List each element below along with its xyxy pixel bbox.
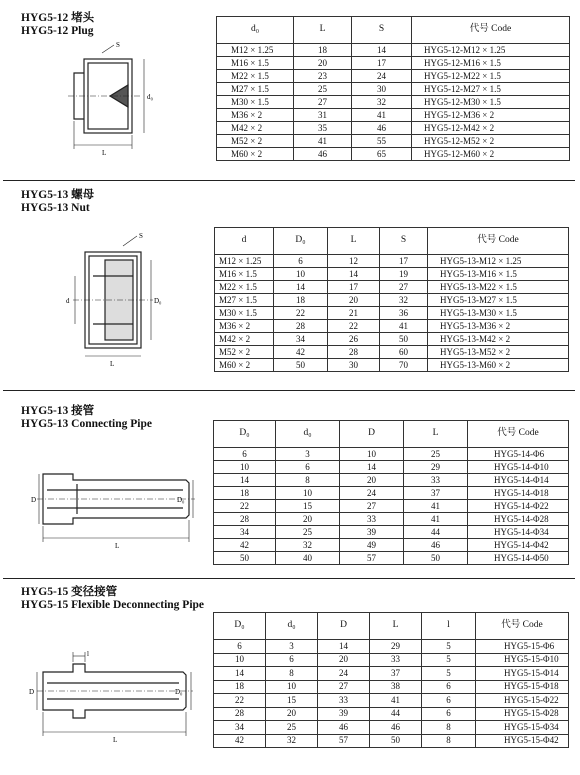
dim-label-d: d [66,297,70,305]
table-cell: 8 [422,734,476,748]
table-cell: 6 [214,448,276,461]
table-cell: HYG5-12-M12 × 1.25 [412,44,570,57]
plug-diagram [58,41,168,166]
table-cell: HYG5-12-M22 × 1.5 [412,70,570,83]
table-row [214,694,569,708]
table-cell: 10 [214,461,276,474]
table-cell: 18 [214,680,266,694]
table-row [214,721,569,735]
table-cell: 32 [352,96,412,109]
table-row [217,57,570,70]
table-cell: HYG5-12-M16 × 1.5 [412,57,570,70]
section-connecting-pipe [3,390,575,576]
table-row [215,320,569,333]
table-cell: 41 [352,109,412,122]
table-cell: 36 [380,307,428,320]
table-row [214,461,569,474]
table-cell: HYG5-13-M30 × 1.5 [428,307,569,320]
table-row [215,255,569,268]
table-cell: M27 × 1.5 [215,294,274,307]
table-cell: 37 [370,667,422,681]
table-cell: HYG5-14-Φ6 [468,448,569,461]
section-title-en: HYG5-15 Flexible Deconnecting Pipe [21,599,205,611]
table-row [214,474,569,487]
table-cell: 25 [266,721,318,735]
section-title-en: HYG5-13 Nut [21,202,90,214]
col-header: D₀ [274,228,328,255]
table-row [214,640,569,654]
col-header: l [422,613,476,640]
table-cell: 46 [404,539,468,552]
table-header-row [214,421,569,448]
table-row [215,359,569,372]
dim-label-s: S [139,232,143,240]
table-cell: M12 × 1.25 [215,255,274,268]
table-cell: 24 [340,487,404,500]
table-cell: 20 [294,57,352,70]
col-header: D₀ [214,613,266,640]
nut-spec-table [214,227,569,372]
section-nut [3,180,575,388]
col-header: D₀ [214,421,276,448]
table-cell: 30 [328,359,380,372]
table-cell: M42 × 2 [215,333,274,346]
col-header: 代号 Code [468,421,569,448]
table-cell: 20 [266,707,318,721]
table-cell: 22 [214,500,276,513]
table-cell: 41 [404,513,468,526]
table-cell: 3 [276,448,340,461]
table-cell: 14 [328,268,380,281]
table-cell: HYG5-14-Φ18 [468,487,569,500]
table-cell: HYG5-13-M27 × 1.5 [428,294,569,307]
table-cell: 60 [380,346,428,359]
table-row [214,707,569,721]
col-header: L [294,17,352,44]
section-plug [3,3,575,178]
table-cell: 10 [340,448,404,461]
table-cell: M22 × 1.5 [217,70,294,83]
table-cell: HYG5-13-M36 × 2 [428,320,569,333]
table-row [217,70,570,83]
dim-label-d: D [31,496,37,504]
table-cell: 19 [380,268,428,281]
table-cell: M42 × 2 [217,122,294,135]
table-cell: 46 [352,122,412,135]
connecting-pipe-spec-table [213,420,569,565]
col-header: L [404,421,468,448]
table-cell: HYG5-12-M30 × 1.5 [412,96,570,109]
table-row [217,83,570,96]
col-header: D [318,613,370,640]
table-cell: M22 × 1.5 [215,281,274,294]
table-cell: 34 [274,333,328,346]
table-cell: 28 [214,513,276,526]
table-cell: 28 [328,346,380,359]
table-cell: 20 [328,294,380,307]
table-cell: 28 [214,707,266,721]
table-cell: 33 [404,474,468,487]
table-cell: 44 [370,707,422,721]
dim-label-l: L [110,360,115,368]
table-cell: 6 [266,653,318,667]
table-cell: 25 [276,526,340,539]
connecting-pipe-diagram [31,460,201,550]
table-cell: 3 [266,640,318,654]
dim-label-l: L [102,149,107,157]
table-row [217,148,570,161]
table-cell: HYG5-14-Φ34 [468,526,569,539]
table-cell: 24 [352,70,412,83]
table-cell: 18 [294,44,352,57]
table-cell: 32 [276,539,340,552]
table-cell: 25 [294,83,352,96]
table-cell: 10 [214,653,266,667]
table-cell: 65 [352,148,412,161]
section-title-en: HYG5-13 Connecting Pipe [21,418,152,430]
table-cell: 8 [422,721,476,735]
dim-label-l: L [115,542,120,550]
table-row [215,268,569,281]
table-row [217,122,570,135]
table-cell: 41 [370,694,422,708]
table-cell: 14 [214,474,276,487]
table-row [215,333,569,346]
dim-label-d0: D₀ [175,688,183,696]
table-cell: 57 [318,734,370,748]
table-cell: M27 × 1.5 [217,83,294,96]
table-cell: HYG5-12-M36 × 2 [412,109,570,122]
table-cell: 39 [340,526,404,539]
table-cell: 14 [352,44,412,57]
table-cell: 21 [328,307,380,320]
table-cell: M36 × 2 [217,109,294,122]
table-cell: HYG5-12-M27 × 1.5 [412,83,570,96]
table-header-row [215,228,569,255]
table-cell: 46 [318,721,370,735]
table-cell: 6 [422,707,476,721]
table-cell: 10 [266,680,318,694]
section-reducing-pipe [3,578,575,772]
table-cell: 6 [276,461,340,474]
table-cell: 32 [266,734,318,748]
table-cell: 24 [318,667,370,681]
table-cell: 50 [380,333,428,346]
table-cell: 8 [276,474,340,487]
table-cell: 55 [352,135,412,148]
table-cell: 17 [328,281,380,294]
table-cell: 6 [274,255,328,268]
table-cell: 23 [294,70,352,83]
table-cell: 34 [214,721,266,735]
table-cell: 46 [294,148,352,161]
table-cell: 50 [214,552,276,565]
table-cell: 33 [370,653,422,667]
table-cell: 10 [276,487,340,500]
table-cell: M30 × 1.5 [215,307,274,320]
table-cell: HYG5-15-Φ6 [476,640,569,654]
table-cell: 27 [340,500,404,513]
table-cell: 33 [340,513,404,526]
table-cell: 5 [422,640,476,654]
table-cell: 14 [340,461,404,474]
table-cell: HYG5-13-M42 × 2 [428,333,569,346]
table-row [217,109,570,122]
table-cell: 15 [276,500,340,513]
table-cell: 38 [370,680,422,694]
table-cell: 28 [274,320,328,333]
dim-label-l: L [113,736,118,744]
table-cell: HYG5-14-Φ22 [468,500,569,513]
table-cell: HYG5-12-M42 × 2 [412,122,570,135]
table-cell: 20 [276,513,340,526]
table-cell: M36 × 2 [215,320,274,333]
table-row [214,500,569,513]
table-cell: HYG5-14-Φ14 [468,474,569,487]
table-cell: HYG5-14-Φ42 [468,539,569,552]
table-cell: 27 [294,96,352,109]
table-row [217,96,570,109]
table-row [214,653,569,667]
col-header: S [352,17,412,44]
section-title-en: HYG5-12 Plug [21,25,94,37]
table-row [214,487,569,500]
table-cell: M30 × 1.5 [217,96,294,109]
table-cell: M60 × 2 [217,148,294,161]
table-cell: 20 [318,653,370,667]
table-row [215,294,569,307]
table-cell: M16 × 1.5 [217,57,294,70]
table-cell: 14 [214,667,266,681]
col-header: L [328,228,380,255]
table-cell: 14 [318,640,370,654]
table-row [217,135,570,148]
plug-spec-table [216,16,570,161]
table-cell: HYG5-14-Φ10 [468,461,569,474]
table-cell: M52 × 2 [215,346,274,359]
table-cell: 30 [352,83,412,96]
table-cell: 27 [318,680,370,694]
table-cell: 22 [274,307,328,320]
section-title-cn: HYG5-12 堵头 [21,12,95,24]
dim-label-d0: D₀ [154,297,162,305]
table-row [217,44,570,57]
dim-label-l1: l [87,650,89,658]
table-cell: 37 [404,487,468,500]
table-cell: 49 [340,539,404,552]
dim-label-d0: d₀ [147,93,153,101]
section-title-cn: HYG5-15 变径接管 [21,586,118,598]
table-cell: 15 [266,694,318,708]
table-cell: HYG5-14-Φ28 [468,513,569,526]
table-cell: 18 [274,294,328,307]
table-header-row [214,613,569,640]
table-cell: 18 [214,487,276,500]
table-row [214,734,569,748]
col-header: d₀ [217,17,294,44]
col-header: d₀ [266,613,318,640]
col-header: d [215,228,274,255]
table-cell: 17 [352,57,412,70]
table-cell: M16 × 1.5 [215,268,274,281]
table-cell: 70 [380,359,428,372]
section-title-cn: HYG5-13 螺母 [21,189,95,201]
table-cell: 22 [328,320,380,333]
table-cell: HYG5-15-Φ14 [476,667,569,681]
table-cell: 8 [266,667,318,681]
table-cell: HYG5-12-M52 × 2 [412,135,570,148]
reducing-pipe-diagram [25,646,205,746]
table-cell: HYG5-15-Φ22 [476,694,569,708]
col-header: 代号 Code [412,17,570,44]
table-cell: HYG5-15-Φ10 [476,653,569,667]
table-cell: M12 × 1.25 [217,44,294,57]
col-header: 代号 Code [476,613,569,640]
nut-diagram [53,230,178,370]
table-cell: 20 [340,474,404,487]
table-cell: 46 [370,721,422,735]
table-cell: M60 × 2 [215,359,274,372]
table-cell: 50 [370,734,422,748]
section-title-cn: HYG5-13 接管 [21,405,95,417]
table-cell: HYG5-13-M12 × 1.25 [428,255,569,268]
table-cell: 14 [274,281,328,294]
table-cell: 44 [404,526,468,539]
table-row [214,667,569,681]
table-cell: 42 [214,539,276,552]
table-cell: 31 [294,109,352,122]
table-cell: HYG5-13-M22 × 1.5 [428,281,569,294]
table-cell: 41 [380,320,428,333]
table-cell: 22 [214,694,266,708]
table-cell: 5 [422,653,476,667]
table-row [215,346,569,359]
table-cell: 26 [328,333,380,346]
table-cell: 50 [404,552,468,565]
col-header: 代号 Code [428,228,569,255]
table-cell: HYG5-13-M52 × 2 [428,346,569,359]
table-row [214,513,569,526]
col-header: L [370,613,422,640]
table-cell: 39 [318,707,370,721]
table-cell: 42 [214,734,266,748]
table-cell: 41 [294,135,352,148]
dim-label-d0: D₀ [177,496,185,504]
col-header: D [340,421,404,448]
table-cell: HYG5-15-Φ18 [476,680,569,694]
table-cell: 40 [276,552,340,565]
table-cell: 5 [422,667,476,681]
table-cell: 29 [370,640,422,654]
table-cell: M52 × 2 [217,135,294,148]
table-cell: 50 [274,359,328,372]
table-cell: 29 [404,461,468,474]
table-cell: 6 [422,680,476,694]
table-cell: 27 [380,281,428,294]
table-cell: 6 [422,694,476,708]
table-header-row [217,17,570,44]
table-cell: 17 [380,255,428,268]
table-cell: HYG5-13-M16 × 1.5 [428,268,569,281]
table-row [214,539,569,552]
table-cell: HYG5-14-Φ50 [468,552,569,565]
table-cell: 6 [214,640,266,654]
dim-label-d: D [29,688,35,696]
table-cell: HYG5-12-M60 × 2 [412,148,570,161]
table-cell: HYG5-15-Φ42 [476,734,569,748]
table-cell: 12 [328,255,380,268]
col-header: S [380,228,428,255]
reducing-pipe-spec-table [213,612,569,748]
table-row [215,281,569,294]
table-cell: HYG5-13-M60 × 2 [428,359,569,372]
table-row [214,552,569,565]
table-row [215,307,569,320]
table-cell: 57 [340,552,404,565]
dim-label-s: S [116,41,120,49]
table-row [214,680,569,694]
table-cell: 42 [274,346,328,359]
table-cell: 25 [404,448,468,461]
table-cell: 41 [404,500,468,513]
table-cell: HYG5-15-Φ34 [476,721,569,735]
table-cell: 32 [380,294,428,307]
table-cell: 35 [294,122,352,135]
table-row [214,448,569,461]
table-cell: 10 [274,268,328,281]
table-cell: 33 [318,694,370,708]
table-row [214,526,569,539]
table-cell: HYG5-15-Φ28 [476,707,569,721]
col-header: d₀ [276,421,340,448]
table-cell: 34 [214,526,276,539]
